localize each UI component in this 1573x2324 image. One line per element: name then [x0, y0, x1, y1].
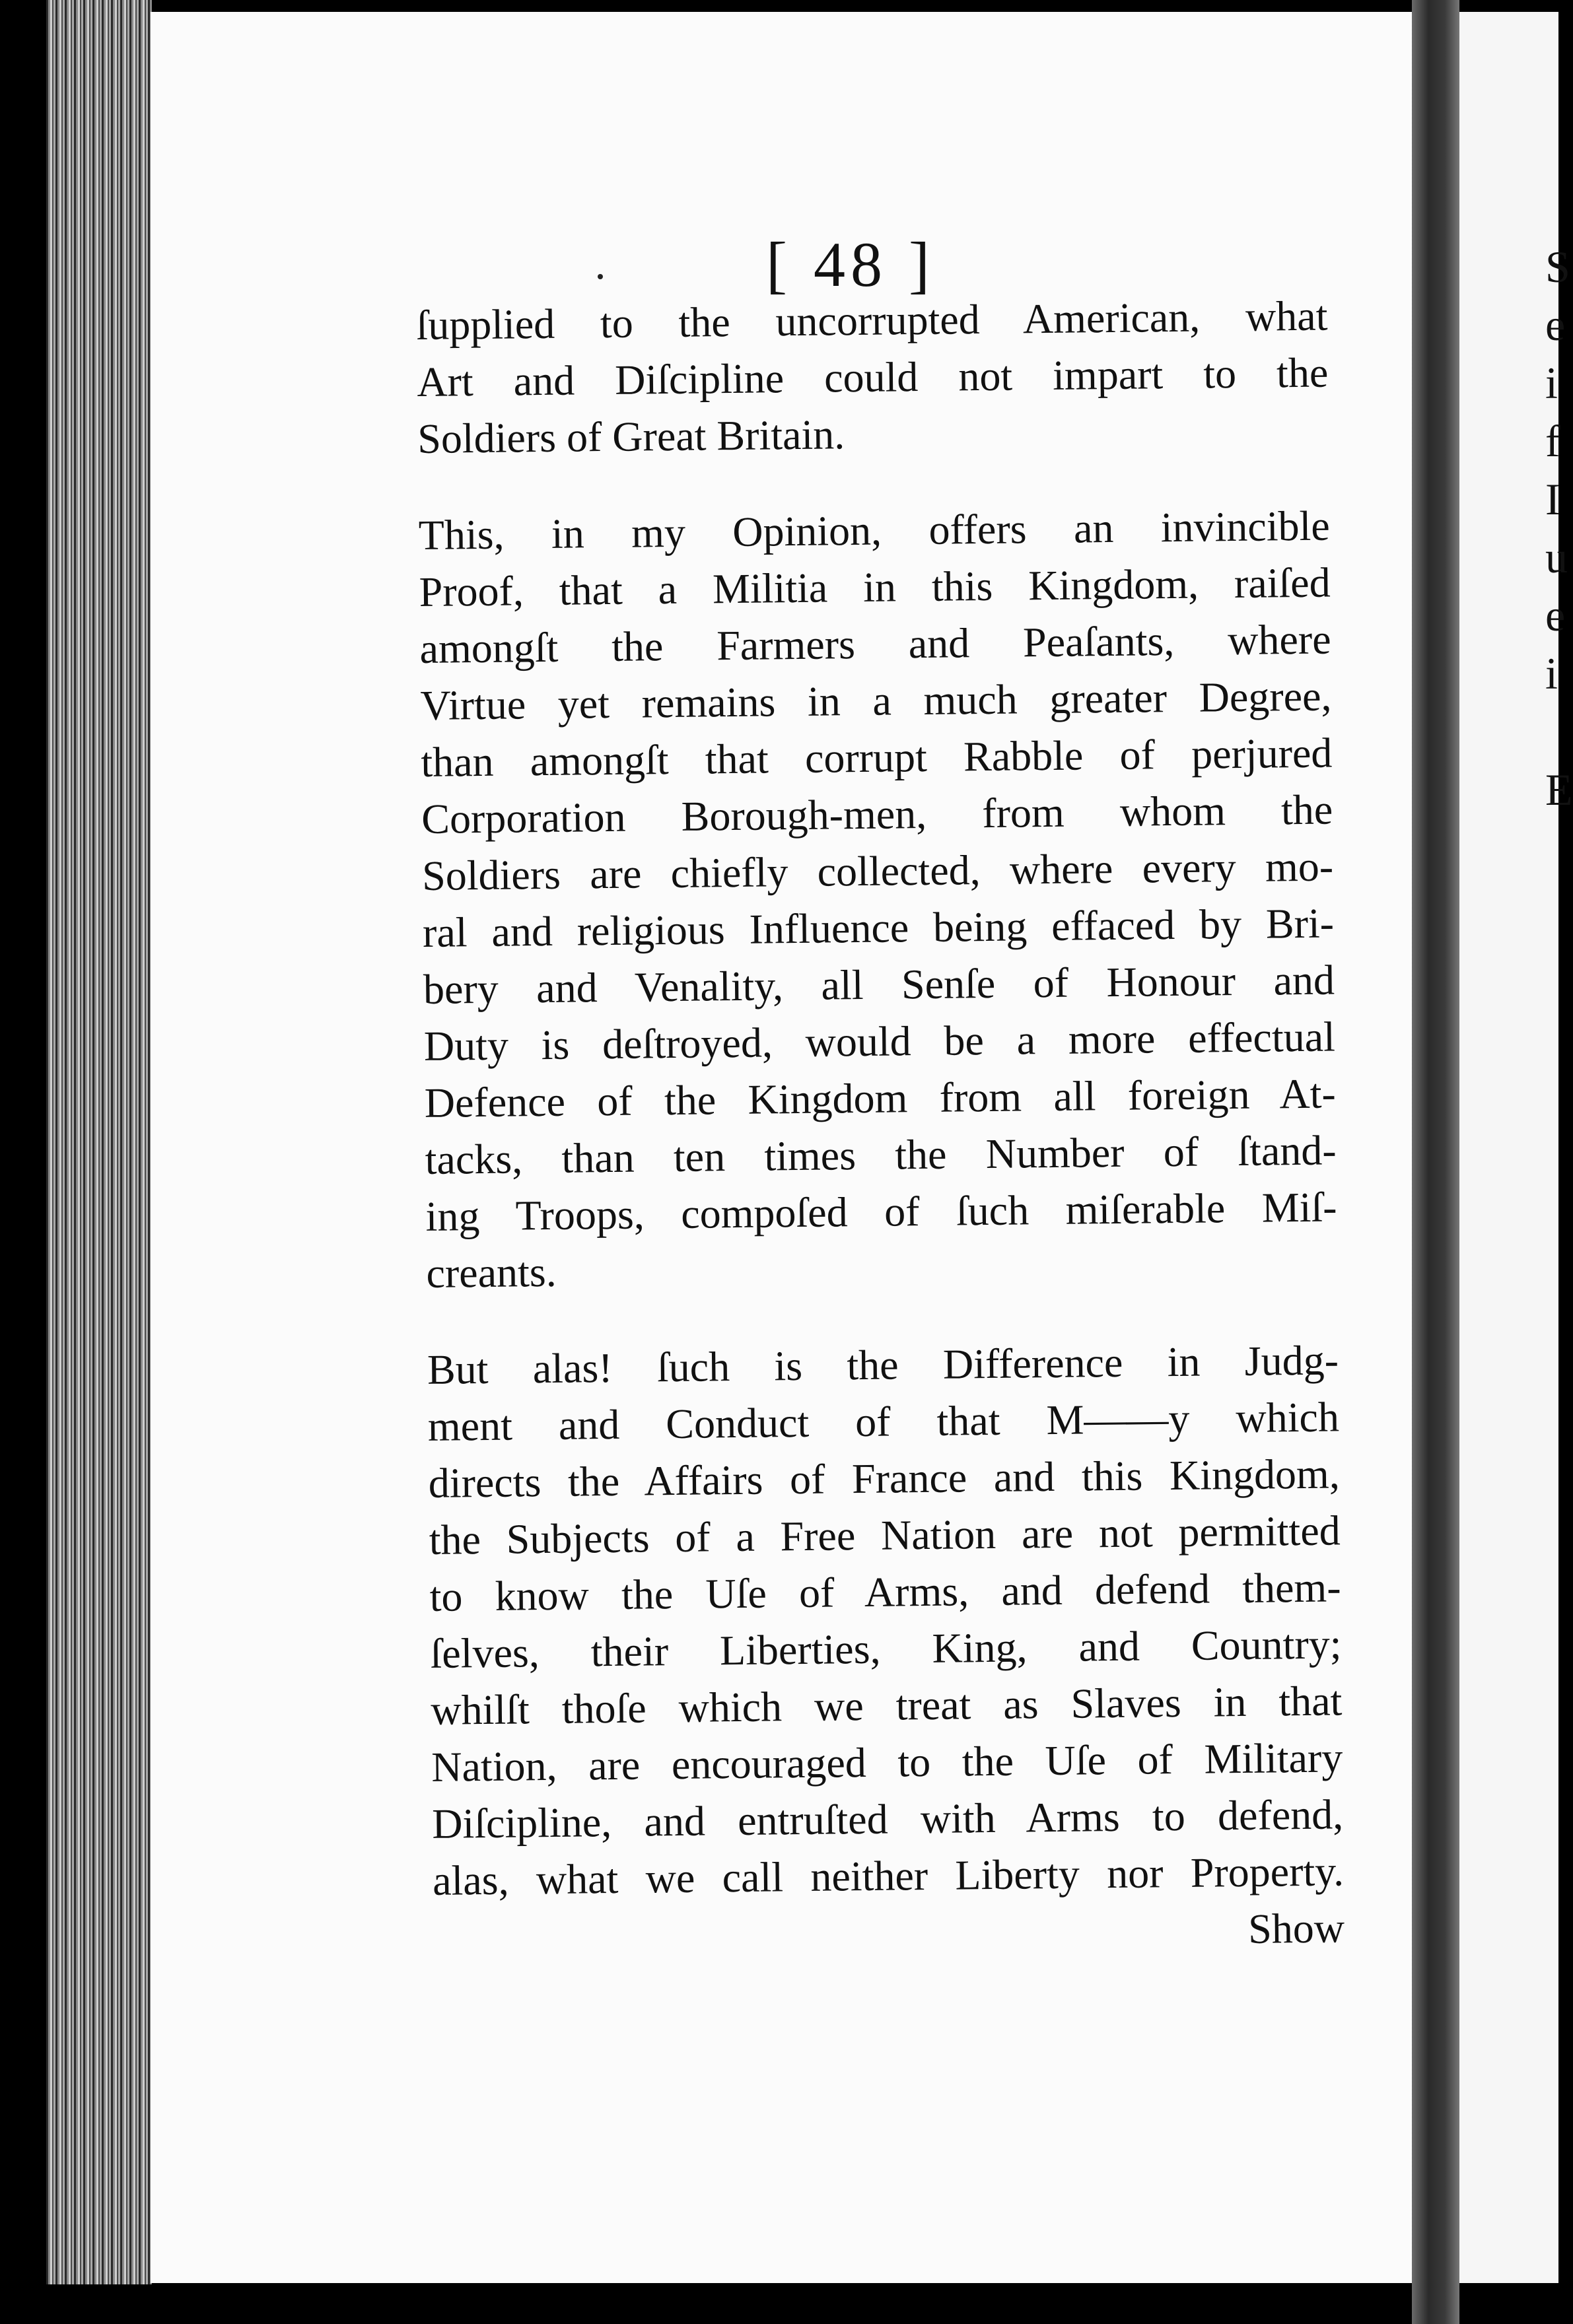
facing-page — [1459, 12, 1558, 2283]
text-line: This, in my Opinion, offers an invincible — [418, 502, 1331, 559]
text-line: Soldiers are chiefly collected, where every mo- — [421, 842, 1334, 899]
book-spine — [1412, 0, 1459, 2324]
text-line: amongſt the Farmers and Peaſants, where — [419, 615, 1331, 672]
text-line: But alas! ſuch is the Difference in Judg- — [427, 1336, 1339, 1393]
text-line: to know the Uſe of Arms, and defend them- — [429, 1563, 1341, 1620]
text-line: Nation, are encouraged to the Uſe of Military — [431, 1734, 1343, 1791]
ink-dot — [598, 274, 603, 279]
text-line: bery and Venality, all Senſe of Honour and — [423, 956, 1335, 1013]
text-line: Soldiers of Great Britain. — [417, 411, 845, 462]
text-line: creants. — [426, 1248, 557, 1297]
text-line: Duty is deſtroyed, would be a more effectual — [423, 1013, 1336, 1070]
text-line: whilſt thoſe which we treat as Slaves in that — [431, 1677, 1343, 1734]
text-line: ing Troops, compoſed of ſuch miſerable Miſ- — [425, 1183, 1337, 1240]
text-line: Corporation Borough-men, from whom the — [421, 786, 1333, 842]
text-line: Art and Diſcipline could not impart to the — [416, 349, 1329, 405]
text-line: the Subjects of a Free Nation are not permitted — [429, 1507, 1341, 1563]
text-line: Proof, that a Militia in this Kingdom, raiſed — [419, 559, 1331, 615]
text-line: ſupplied to the uncorrupted American, what — [416, 292, 1328, 349]
text-line: Virtue yet remains in a much greater Degree, — [420, 672, 1332, 729]
body-text — [416, 288, 1345, 1966]
text-line: ſelves, their Liberties, King, and Country; — [430, 1620, 1342, 1677]
text-line: tacks, than ten times the Number of ſtand- — [425, 1126, 1337, 1183]
page-number: [ 48 ] — [766, 229, 935, 300]
facing-page-letters: S e i f I u e i E — [1545, 242, 1573, 815]
text-line: Defence of the Kingdom from all foreign At- — [424, 1070, 1337, 1126]
text-line: ment and Conduct of that M——y which — [427, 1393, 1340, 1450]
catchword: Show — [1247, 1904, 1345, 1952]
text-line: than amongſt that corrupt Rabble of perjured — [421, 729, 1333, 786]
text-line: directs the Affairs of France and this Kingdom, — [428, 1450, 1341, 1507]
text-line: ral and religious Influence being effaced by Bri- — [422, 899, 1335, 956]
text-line: alas, what we call neither Liberty nor Property. — [432, 1847, 1345, 1904]
text-line: Diſcipline, and entruſted with Arms to defend, — [431, 1791, 1344, 1847]
page-edges — [46, 0, 152, 2284]
